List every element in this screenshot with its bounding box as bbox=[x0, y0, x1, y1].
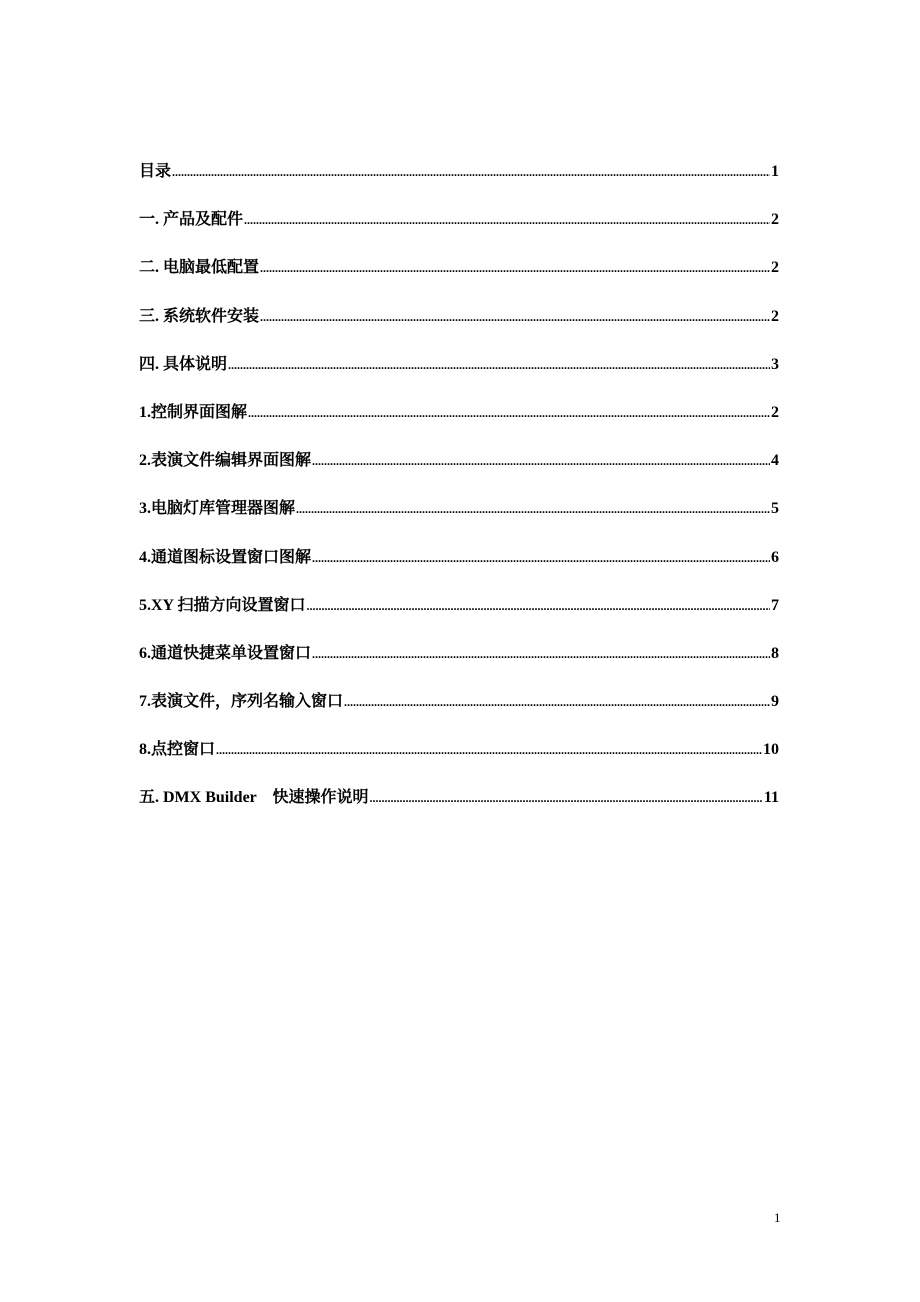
toc-entry bbox=[139, 353, 779, 401]
toc-entry bbox=[139, 401, 779, 449]
toc-leader-dots bbox=[244, 208, 770, 232]
toc-entry-label: 2.表演文件编辑界面图解 bbox=[139, 452, 312, 470]
toc-leader-dots bbox=[312, 546, 770, 570]
page-number: 1 bbox=[774, 1210, 781, 1225]
toc-entry-label: 1.控制界面图解 bbox=[139, 403, 248, 421]
toc-entry-label: 四. 具体说明 bbox=[139, 355, 228, 373]
toc-entry-page: 11 bbox=[763, 789, 779, 807]
toc-entry-page: 2 bbox=[771, 403, 779, 421]
toc-entry-label: 4.通道图标设置窗口图解 bbox=[139, 548, 312, 566]
toc-entry-page: 1 bbox=[771, 163, 779, 180]
toc-leader-dots bbox=[344, 690, 770, 714]
toc-entry-page: 2 bbox=[771, 259, 779, 277]
toc-entry bbox=[139, 256, 779, 304]
toc-leader-dots bbox=[260, 256, 770, 280]
toc-entry-label: 五. DMX Builder 快速操作说明 bbox=[139, 789, 369, 807]
toc-entry-label: 三. 系统软件安装 bbox=[139, 307, 260, 325]
toc-entry-page: 3 bbox=[771, 355, 779, 373]
toc-entry-label: 二. 电脑最低配置 bbox=[139, 259, 260, 277]
toc-entry-label: 目录 bbox=[139, 163, 172, 180]
toc-entry bbox=[139, 642, 779, 690]
toc-entry-label: 6.通道快捷菜单设置窗口 bbox=[139, 644, 312, 662]
toc-entry bbox=[139, 786, 779, 834]
toc-leader-dots bbox=[228, 353, 770, 377]
toc-entry bbox=[139, 160, 779, 208]
toc-entry-page: 9 bbox=[771, 693, 779, 711]
toc-leader-dots bbox=[307, 594, 770, 618]
toc-entry-page: 10 bbox=[763, 741, 779, 759]
toc-leader-dots bbox=[216, 738, 762, 762]
toc-entry-label: 7.表演文件，序列名输入窗口 bbox=[139, 693, 344, 711]
toc-entry-page: 8 bbox=[771, 644, 779, 662]
toc-entry-page: 6 bbox=[771, 548, 779, 566]
toc-entry-page: 4 bbox=[771, 452, 779, 470]
toc-entry bbox=[139, 497, 779, 545]
toc-entry bbox=[139, 546, 779, 594]
toc-entry-label: 8.点控窗口 bbox=[139, 741, 216, 759]
toc-entry bbox=[139, 594, 779, 642]
toc-leader-dots bbox=[312, 642, 770, 666]
toc-leader-dots bbox=[260, 305, 770, 329]
toc-entry-label: 一. 产品及配件 bbox=[139, 211, 244, 229]
toc-entry-label: 3.电脑灯库管理器图解 bbox=[139, 500, 296, 518]
table-of-contents bbox=[139, 160, 779, 835]
toc-entry bbox=[139, 305, 779, 353]
toc-entry bbox=[139, 738, 779, 786]
toc-leader-dots bbox=[172, 160, 770, 184]
toc-entry-page: 2 bbox=[771, 211, 779, 229]
toc-entry bbox=[139, 690, 779, 738]
toc-entry bbox=[139, 449, 779, 497]
toc-entry-page: 5 bbox=[771, 500, 779, 518]
toc-leader-dots bbox=[248, 401, 770, 425]
toc-entry-page: 2 bbox=[771, 307, 779, 325]
toc-entry-page: 7 bbox=[771, 596, 779, 614]
toc-leader-dots bbox=[296, 497, 770, 521]
toc-entry-label: 5.XY 扫描方向设置窗口 bbox=[139, 596, 306, 614]
toc-entry bbox=[139, 208, 779, 256]
toc-leader-dots bbox=[370, 786, 763, 810]
toc-leader-dots bbox=[312, 449, 770, 473]
